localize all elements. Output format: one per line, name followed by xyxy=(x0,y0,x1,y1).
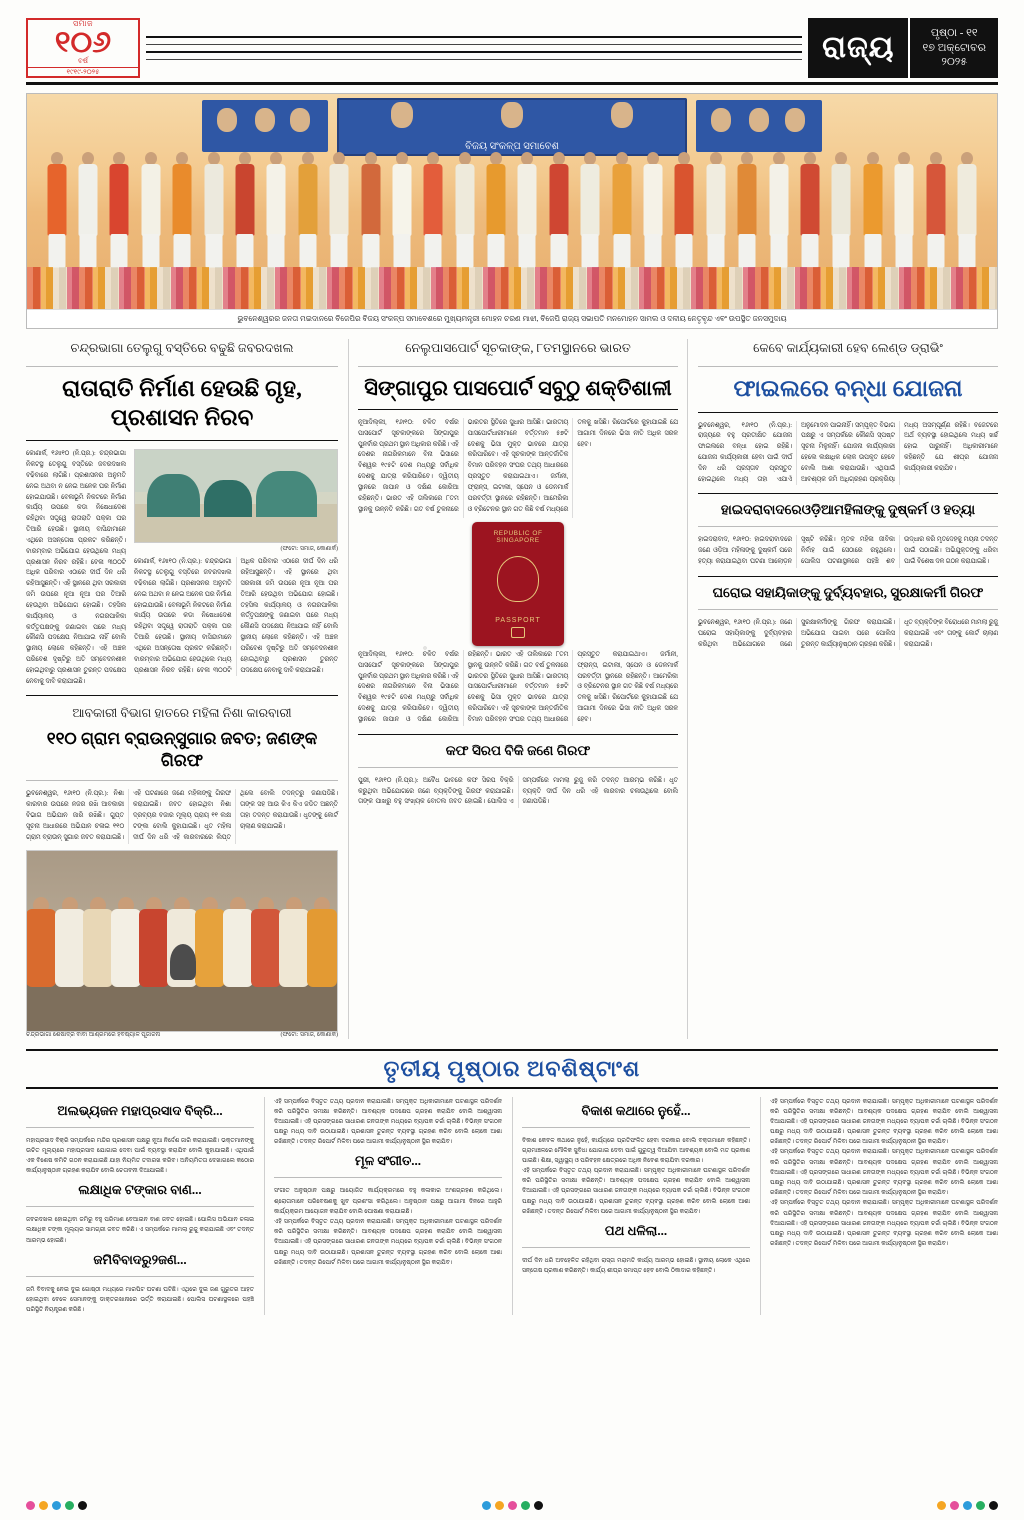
lead-photo-block xyxy=(26,93,998,329)
masthead-rules xyxy=(140,18,808,78)
right-sub2-headline: ଘରୋଇ ସହାୟିକାଙ୍କୁ ଦୁର୍ବ୍ୟବହାର, ସୁରକ୍ଷାକର୍ମୀ ଗିରଫ xyxy=(712,584,984,600)
middle-body-top: ନୂଆଦିଲ୍ଲୀ, ୧୬ା୧୦: ଚଳିତ ବର୍ଷର ପାସପୋର୍ଟ ସୂଚକାଙ୍କରେ ସିଙ୍ଗାପୁର ପୁନର୍ବାର ପ୍ରଥମ ସ୍ଥାନ ଅଧିକାର କରିଛି। ଏହି ଦେଶର ନାଗରିକମାନେ ବିନା ଭିସାରେ ବିଶ୍ୱର ୧୯୫ଟି ଦେଶ ମଧ୍ୟରୁ ସର୍ବାଧିକ ଦେଶକୁ ଯାତ୍ରା କରିପାରିବେ। ଦ୍ୱିତୀୟ ସ୍ଥାନରେ ଜାପାନ ଓ ଦକ୍ଷିଣ କୋରିଆ ରହିଛନ୍ତି। ଭାରତ ଏହି ତାଲିକାରେ ୮ତମ ସ୍ଥାନକୁ ଉନ୍ନତି କରିଛି। ଗତ ବର୍ଷ ତୁଳନାରେ ଭାରତର ସ୍ଥିତିରେ ସୁଧାର ଆସିଛି। ଭାରତୀୟ ପାସପୋର୍ଟଧାରୀମାନେ ବର୍ତ୍ତମାନ ୫୭ଟି ଦେଶକୁ ଭିସା ମୁକ୍ତ ଭାବରେ ଯାତ୍ରା କରିପାରିବେ। ଏହି ସୂଚକାଙ୍କ ଆନ୍ତର୍ଜାତିକ ବିମାନ ପରିବହନ ସଂଘର ତଥ୍ୟ ଆଧାରରେ ପ୍ରସ୍ତୁତ କରାଯାଇଥାଏ। ଜର୍ମାନୀ, ଫ୍ରାନ୍ସ, ଇଟାଲୀ, ସ୍ପେନ ଓ ଡେନମାର୍କ ପରବର୍ତ୍ତୀ ସ୍ଥାନରେ ରହିଛନ୍ତି। ଆମେରିକା ଓ ବ୍ରିଟେନର ସ୍ଥାନ ଗତ କିଛି ବର୍ଷ ମଧ୍ୟରେ ତଳକୁ ଖସିଛି। ରିପୋର୍ଟରେ କୁହାଯାଇଛି ଯେ ଆଗାମୀ ଦିନରେ ଭିସା ନୀତି ଅଧିକ ସରଳ ହେବ। xyxy=(358,419,678,513)
continuation-head-4: ମୂଳ ସଂଗୀତ... xyxy=(354,1153,421,1169)
left-body-part2: କୋଣାର୍କ, ୧୬ାା୧୦ (ନି.ପ୍ର.): ଚନ୍ଦ୍ରଭାଗା ନିକଟସ୍ଥ ତେଲୁଗୁ ବସ୍ତିରେ ଜବରଦଖଲ ବଢିବାରେ ଲାଗିଛି। ପ୍ରଶାସନର ଅନୁମତି ନେଇ ଅଥବା ନ ନେଇ ଅନେକ ଘର ନିର୍ମାଣ ହୋଇଯାଉଛି। ବେଳାଭୂମି ନିକଟରେ ନିର୍ମାଣ କାର୍ଯ୍ୟ ଉପରେ କଡା ନିଷେଧାଦେଶ ରହିଥିବା ସତ୍ତ୍ୱେ ରାତାରାତି ପକ୍କା ଘର ତିଆରି ହେଉଛି। ସ୍ଥାନୀୟ ବାସିନ୍ଦାମାନେ ଏଥିରେ ଅସନ୍ତୋଷ ପ୍ରକଟ କରିଛନ୍ତି। ବାରମ୍ବାର ଅଭିଯୋଗ ହେଉଥିଲେ ମଧ୍ୟ ପ୍ରଶାସନ ନିରବ ରହିଛି। ବେଳା ୩୦୦ଟି ଅଧିକ ପରିବାର ଏଠାରେ ଦୀର୍ଘ ଦିନ ଧରି ରହିଆସୁଛନ୍ତି। ଏହି ସ୍ଥାନରେ ଥିବା ସରକାରୀ ଜମି ଉପରେ ନୂଆ ନୂଆ ଘର ତିଆରି ହେଉଥିବା ଅଭିଯୋଗ ହୋଇଛି। ତହସିଲ କାର୍ଯ୍ୟାଳୟ ଓ ନଗରପାଳିକା କର୍ତ୍ତୃପକ୍ଷଙ୍କୁ ଜଣାଇବା ପରେ ମଧ୍ୟ କୌଣସି ପଦକ୍ଷେପ ନିଆଯାଇ ନାହିଁ ବୋଲି ସ୍ଥାନୀୟ ଲୋକେ କହିଛନ୍ତି। ଏହି ଅଞ୍ଚଳ ପରିବେଶ ଦୃଷ୍ଟିରୁ ଅତି ସମ୍ବେଦନଶୀଳ ହୋଇଥିବାରୁ ପ୍ରଶାସନ ତୁରନ୍ତ ପଦକ୍ଷେପ ନେବାକୁ ଦାବି କରାଯାଇଛି। xyxy=(134,558,338,674)
event-banner-text: ବିଜୟ ସଂକଳ୍ପ ସମାବେଶ xyxy=(465,141,559,152)
right-kicker: କେବେ କାର୍ଯ୍ୟକାରୀ ହେବ ଲେଣ୍ଡ ଡ୍ରାଭିଂ xyxy=(753,341,943,355)
masthead xyxy=(26,18,998,78)
logo-year-number: ୧୦୬ xyxy=(54,26,112,59)
passport-image xyxy=(472,522,564,646)
masthead-divider xyxy=(26,82,998,85)
passport-chip-icon xyxy=(511,627,525,638)
right-sub1-headline: ହାଇଦରାବାଦରେଓଡ଼ିଆମହିଳାଙ୍କୁ ଦୁଷ୍କର୍ମ ଓ ହତ୍ୟା xyxy=(720,502,976,518)
right-sub2-body: ଭୁବନେଶ୍ୱର, ୧୬ା୧୦ (ନି.ପ୍ର.): ଜଣେ ଘରୋଇ ସହାୟିକାଙ୍କୁ ଦୁର୍ବ୍ୟବହାର କରିଥିବା ଅଭିଯୋଗରେ ଜଣେ ସୁରକ୍ଷାକର୍ମୀଙ୍କୁ ଗିରଫ କରାଯାଇଛି। ଅଭିଯୋଗ ପାଇବା ପରେ ପୋଲିସ ତୁରନ୍ତ କାର୍ଯ୍ୟାନୁଷ୍ଠାନ ଗ୍ରହଣ କରିଛି। ଧୃତ ବ୍ୟକ୍ତିଙ୍କ ବିରୋଧରେ ମାମଲା ରୁଜୁ କରାଯାଇଛି ଏବଂ ତାଙ୍କୁ କୋର୍ଟ ଚାଲାଣ କରାଯାଇଛି। xyxy=(698,618,998,648)
continuation-head-1: ଅଲଭ୍ୟଜନ ମହାପ୍ରସାଦ ବିକ୍ରି... xyxy=(57,1102,223,1118)
continuation-head-2: ଲକ୍ଷାଧିକ ଟଙ୍କାର ବାଣ... xyxy=(78,1182,202,1198)
registration-dots-middle xyxy=(482,1501,543,1510)
passport-label-text: PASSPORT xyxy=(495,617,541,624)
left-banner xyxy=(202,100,328,152)
continuation-band xyxy=(26,1049,998,1089)
logo-years-range: ୧୯୧୯-୨୦୨୫ xyxy=(28,67,138,76)
middle-kicker: ନେଲୁପାସପୋର୍ଟ ସୂଚକାଙ୍କ, ୮ତମସ୍ଥାନରେ ଭାରତ xyxy=(405,341,631,355)
continuation-body-6: ଦୀର୍ଘ ଦିନ ଧରି ଅବହେଳିତ ରହିଥିବା ରାସ୍ତା ମରାମତି କାର୍ଯ୍ୟ ଆରମ୍ଭ ହୋଇଛି। ସ୍ଥାନୀୟ ଲୋକେ ଏଥିରେ ସନ୍ତୋଷ ପ୍ରକାଶ କରିଛନ୍ତି। କାର୍ଯ୍ୟ ଶୀଘ୍ର ସମାପ୍ତ ହେବ ବୋଲି ଠିକାଦାର କହିଛନ୍ତି। xyxy=(522,1258,750,1275)
logo-subtext: ବର୍ଷ xyxy=(78,57,88,65)
middle-column xyxy=(348,339,688,1039)
passport-country-text: REPUBLIC OF SINGAPORE xyxy=(493,530,543,544)
publication-logo xyxy=(26,18,140,78)
main-content xyxy=(26,339,998,1039)
continuation-body-1: ମହାପ୍ରସାଦ ବିକ୍ରି ସମ୍ପର୍କରେ ମନ୍ଦିର ପ୍ରଶାସନ ପକ୍ଷରୁ ନୂଆ ନିର୍ଦ୍ଦେଶ ଜାରି କରାଯାଇଛି। ଭକ୍ତମାନଙ୍କୁ ଉଚିତ ମୂଲ୍ୟରେ ମହାପ୍ରସାଦ ଯୋଗାଇ ଦେବା ପାଇଁ ବ୍ୟବସ୍ଥା କରାଯିବ ବୋଲି କୁହାଯାଇଛି। ଏଥିପାଇଁ ଏକ ବିଶେଷ କମିଟି ଗଠନ କରାଯାଇଛି ଯାହା ନିୟମିତ ତଦାରଖ କରିବ। ଅନିୟମିତତା ଦେଖାଗଲେ କଠୋର କାର୍ଯ୍ୟାନୁଷ୍ଠାନ ଗ୍ରହଣ କରାଯିବ ବୋଲି ଚେତାବନୀ ଦିଆଯାଇଛି। xyxy=(26,1137,254,1175)
women-photo-credit: (ଫଟୋ: ସମାଜ, କୋଣାର୍କ) xyxy=(280,1031,338,1038)
passport-crest-icon xyxy=(497,556,539,602)
lead-photo-caption: ଭୁବନେଶ୍ୱରର ଜନତା ମଇଦାନରେ ବିଜେପିର ବିଜୟ ସଂକଳ୍ପ ସମାବେଶରେ ମୁଖ୍ୟମନ୍ତ୍ରୀ ମୋହନ ଚରଣ ମାଝୀ, ବିଜେପି ରାଜ୍ୟ ସଭାପତି ମନମୋହନ ସାମଲ ଓ ଦଳୀୟ ନେତୃବୃନ୍ଦ ଏବଂ ଉପସ୍ଥିତ ଜନସମୁଦାୟ xyxy=(27,309,997,328)
right-sub1-body: ହାଇଦରାବାଦ, ୧୬ା୧୦: ହାଇଦରାବାଦରେ ଜଣେ ଓଡ଼ିଆ ମହିଳାଙ୍କୁ ଦୁଷ୍କର୍ମ ପରେ ହତ୍ୟା କରାଯାଇଥିବା ଘଟଣା ଆଲୋଡ଼ନ ସୃଷ୍ଟି କରିଛି। ମୃତକ ମହିଳା ଜୀବିକା ନିର୍ବାହ ପାଇଁ ସେଠାରେ ରହୁଥିଲେ। ପୋଲିସ ଘଟଣାସ୍ଥଳରେ ପହଞ୍ଚି ଶବ ଉଦ୍ଧାର କରି ମୃତଦେହକୁ ମୟନା ତଦନ୍ତ ପାଇଁ ପଠାଇଛି। ଅଭିଯୁକ୍ତଙ୍କୁ ଧରିବା ପାଇଁ ବିଶେଷ ଦଳ ଗଠନ କରାଯାଇଛି। xyxy=(698,536,998,566)
tent-photo-caption: (ଫଟୋ: ସମାଜ, କୋଣାର୍କ) xyxy=(280,546,338,553)
left-second-headline: ୧୧୦ ଗ୍ରାମ ବ୍ରାଉନ୍‌ସୁଗାର ଜବତ; ଜଣଙ୍କ ଗିରଫ xyxy=(46,729,318,771)
continuation-body-2: ଜବରଦଖଲ ହୋଇଥିବା ଜମିରୁ ବହୁ ପରିମାଣ ବେଆଇନ ବାଣ ଜବତ ହୋଇଛି। ପୋଲିସ ଅଭିଯାନ ଚଳାଇ ଲକ୍ଷାଧିକ ଟଙ୍କା ମୂଲ୍ୟର ସାମଗ୍ରୀ ଜବତ କରିଛି। ଏ ସମ୍ପର୍କରେ ମାମଲା ରୁଜୁ କରାଯାଇଛି ଏବଂ ତଦନ୍ତ ଆରମ୍ଭ ହୋଇଛି। xyxy=(26,1217,254,1244)
continuation-filler-6: ଏହି ସମ୍ପର୍କରେ ବିସ୍ତୃତ ତଥ୍ୟ ପ୍ରଦାନ କରାଯାଇଛି। ସମ୍ପୃକ୍ତ ଅଧିକାରୀମାନେ ଘଟଣାସ୍ଥଳ ପରିଦର୍ଶନ କରି ପରିସ୍ଥିତିର ସମୀକ୍ଷା କରିଛନ୍ତି। ଆବଶ୍ୟକ ପଦକ୍ଷେପ ଗ୍ରହଣ କରାଯିବ ବୋଲି ଆଶ୍ୱାସନା ଦିଆଯାଇଛି। ଏହି ପ୍ରସଙ୍ଗରେ ସାଧାରଣ ଜନତାଙ୍କ ମଧ୍ୟରେ ବ୍ୟାପକ ଚର୍ଚ୍ଚା ଚାଲିଛି। ବିଭିନ୍ନ ସଂଗଠନ ପକ୍ଷରୁ ମଧ୍ୟ ଦାବି ଉଠାଯାଇଛି। ପ୍ରଶାସନ ତୁରନ୍ତ ବ୍ୟବସ୍ଥା ଗ୍ରହଣ କରିବ ବୋଲି ଲୋକେ ଆଶା ରଖିଛନ୍ତି। ତଦନ୍ତ ରିପୋର୍ଟ ମିଳିବା ପରେ ଆଗାମୀ କାର୍ଯ୍ୟାନୁଷ୍ଠାନ ସ୍ଥିର କରାଯିବ। xyxy=(770,1200,998,1248)
flower-decoration xyxy=(27,267,997,309)
continuation-body-5: ବିକାଶ କେବଳ କଥାରେ ନୁହେଁ, କାର୍ଯ୍ୟରେ ପ୍ରତିଫଳିତ ହେବା ଦରକାର ବୋଲି ବକ୍ତାମାନେ କହିଛନ୍ତି। ଗ୍ରାମାଞ୍ଚଳରେ ମୌଳିକ ସୁବିଧା ଯୋଗାଇ ଦେବା ପାଇଁ ଗୁରୁତ୍ୱ ଦିଆଯିବା ଆବଶ୍ୟକ ବୋଲି ମତ ପ୍ରକାଶ ପାଇଛି। ଶିକ୍ଷା, ସ୍ୱାସ୍ଥ୍ୟ ଓ ପରିବହନ କ୍ଷେତ୍ରରେ ଅଧିକ ନିବେଶ କରାଯିବା ଦରକାର। xyxy=(522,1137,750,1164)
continuation-head-5: ବିକାଶ କଥାରେ ନୁହେଁ... xyxy=(581,1102,691,1118)
tent-settlement-photo xyxy=(134,449,338,543)
page-date-box xyxy=(908,18,998,78)
registration-dots-left xyxy=(26,1501,87,1510)
stage-crowd xyxy=(46,146,977,276)
left-headline: ରାତାରାତି ନିର୍ମାଣ ହେଉଛି ଗୃହ, ପ୍ରଶାସନ ନିରବ xyxy=(62,375,302,430)
middle-sub-headline: କଫ ସିରପ ବିକି ଜଣେ ଗିରଫ xyxy=(445,742,591,758)
right-body: ଭୁବନେଶ୍ୱର, ୧୬ା୧୦ (ନି.ପ୍ର.): ରାଜ୍ୟରେ ବହୁ ପ୍ରତୀକ୍ଷିତ ଯୋଜନା ଫାଇଲରେ ବନ୍ଧା ହୋଇ ରହିଛି। ଯୋଜନା କାର୍ଯ୍ୟକାରୀ ହେବା ପାଇଁ ଦୀର୍ଘ ଦିନ ଧରି ପ୍ରସ୍ତାବ ପ୍ରସ୍ତୁତ ହୋଇଥିଲେ ମଧ୍ୟ ତାହା ଏଯାଏଁ ଅନୁମୋଦନ ପାଇନାହିଁ। ସମ୍ପୃକ୍ତ ବିଭାଗ ପକ୍ଷରୁ ଏ ସମ୍ପର୍କରେ କୌଣସି ସ୍ପଷ୍ଟ ସୂଚନା ମିଳୁନାହିଁ। ଯୋଜନା କାର୍ଯ୍ୟକାରୀ ହେଲେ ଲକ୍ଷାଧିକ ଲୋକ ଉପକୃତ ହେବେ ବୋଲି ଆଶା କରାଯାଉଛି। ଏଥିପାଇଁ ଆବଶ୍ୟକ ଜମି ଅଧିଗ୍ରହଣ ପ୍ରକ୍ରିୟା ମଧ୍ୟ ଅସମ୍ପୂର୍ଣ୍ଣ ରହିଛି। ବଜେଟରେ ଅର୍ଥ ବ୍ୟବସ୍ଥା ହୋଇଥିଲେ ମଧ୍ୟ ଖର୍ଚ୍ଚ ହୋଇ ପାରୁନାହିଁ। ଅଧିକାରୀମାନେ କହିଛନ୍ତି ଯେ ଶୀଘ୍ର ଯୋଜନା କାର୍ଯ୍ୟକାରୀ କରାଯିବ। xyxy=(698,421,998,483)
lead-photo xyxy=(27,94,997,309)
right-banner xyxy=(696,100,822,152)
women-photo-caption: ଚନ୍ଦ୍ରଭାଗା ଶେଷାଦ୍ରି ବାବା ଆଶ୍ରମରେ ହବିଷ୍ୟାଳି ପୂଜାର୍ଚ୍ଚନା xyxy=(26,1031,161,1038)
right-column xyxy=(698,339,998,1039)
continuation-col-4 xyxy=(760,1097,998,1316)
continuation-grid xyxy=(26,1097,998,1316)
logo-top-text: ସମାଜ xyxy=(72,19,94,28)
continuation-col-1 xyxy=(26,1097,254,1316)
section-name: ରାଜ୍ୟ xyxy=(822,31,895,64)
continuation-head-6: ପଥ ଧଳିଲା... xyxy=(604,1223,668,1239)
continuation-filler-1: ଏହି ସମ୍ପର୍କରେ ବିସ୍ତୃତ ତଥ୍ୟ ପ୍ରଦାନ କରାଯାଇଛି। ସମ୍ପୃକ୍ତ ଅଧିକାରୀମାନେ ଘଟଣାସ୍ଥଳ ପରିଦର୍ଶନ କରି ପରିସ୍ଥିତିର ସମୀକ୍ଷା କରିଛନ୍ତି। ଆବଶ୍ୟକ ପଦକ୍ଷେପ ଗ୍ରହଣ କରାଯିବ ବୋଲି ଆଶ୍ୱାସନା ଦିଆଯାଇଛି। ଏହି ପ୍ରସଙ୍ଗରେ ସାଧାରଣ ଜନତାଙ୍କ ମଧ୍ୟରେ ବ୍ୟାପକ ଚର୍ଚ୍ଚା ଚାଲିଛି। ବିଭିନ୍ନ ସଂଗଠନ ପକ୍ଷରୁ ମଧ୍ୟ ଦାବି ଉଠାଯାଇଛି। ପ୍ରଶାସନ ତୁରନ୍ତ ବ୍ୟବସ୍ଥା ଗ୍ରହଣ କରିବ ବୋଲି ଲୋକେ ଆଶା ରଖିଛନ୍ତି। ତଦନ୍ତ ରିପୋର୍ଟ ମିଳିବା ପରେ ଆଗାମୀ କାର୍ଯ୍ୟାନୁଷ୍ଠାନ ସ୍ଥିର କରାଯିବ। xyxy=(274,1098,502,1146)
middle-sub-body: ପୁରୀ, ୧୬ା୧୦ (ନି.ପ୍ର.): ଅବୈଧ ଭାବରେ କଫ ସିରପ ବିକ୍ରି କରୁଥିବା ଅଭିଯୋଗରେ ଜଣେ ବ୍ୟକ୍ତିଙ୍କୁ ଗିରଫ କରାଯାଇଛି। ତାଙ୍କ ପାଖରୁ ବହୁ ସଂଖ୍ୟକ ବୋତଲ ଜବତ ହୋଇଛି। ପୋଲିସ ଏ ସମ୍ପର୍କରେ ମାମଲା ରୁଜୁ କରି ତଦନ୍ତ ଆରମ୍ଭ କରିଛି। ଧୃତ ବ୍ୟକ୍ତି ଦୀର୍ଘ ଦିନ ଧରି ଏହି କାରବାର ଚଳାଉଥିଲେ ବୋଲି ଜଣାପଡିଛି। xyxy=(358,776,678,806)
continuation-filler-2: ଏହି ସମ୍ପର୍କରେ ବିସ୍ତୃତ ତଥ୍ୟ ପ୍ରଦାନ କରାଯାଇଛି। ସମ୍ପୃକ୍ତ ଅଧିକାରୀମାନେ ଘଟଣାସ୍ଥଳ ପରିଦର୍ଶନ କରି ପରିସ୍ଥିତିର ସମୀକ୍ଷା କରିଛନ୍ତି। ଆବଶ୍ୟକ ପଦକ୍ଷେପ ଗ୍ରହଣ କରାଯିବ ବୋଲି ଆଶ୍ୱାସନା ଦିଆଯାଇଛି। ଏହି ପ୍ରସଙ୍ଗରେ ସାଧାରଣ ଜନତାଙ୍କ ମଧ୍ୟରେ ବ୍ୟାପକ ଚର୍ଚ୍ଚା ଚାଲିଛି। ବିଭିନ୍ନ ସଂଗଠନ ପକ୍ଷରୁ ମଧ୍ୟ ଦାବି ଉଠାଯାଇଛି। ପ୍ରଶାସନ ତୁରନ୍ତ ବ୍ୟବସ୍ଥା ଗ୍ରହଣ କରିବ ବୋଲି ଲୋକେ ଆଶା ରଖିଛନ୍ତି। ତଦନ୍ତ ରିପୋର୍ଟ ମିଳିବା ପରେ ଆଗାମୀ କାର୍ଯ୍ୟାନୁଷ୍ଠାନ ସ୍ଥିର କରାଯିବ। xyxy=(274,1219,502,1266)
continuation-filler-4: ଏହି ସମ୍ପର୍କରେ ବିସ୍ତୃତ ତଥ୍ୟ ପ୍ରଦାନ କରାଯାଇଛି। ସମ୍ପୃକ୍ତ ଅଧିକାରୀମାନେ ଘଟଣାସ୍ଥଳ ପରିଦର୍ଶନ କରି ପରିସ୍ଥିତିର ସମୀକ୍ଷା କରିଛନ୍ତି। ଆବଶ୍ୟକ ପଦକ୍ଷେପ ଗ୍ରହଣ କରାଯିବ ବୋଲି ଆଶ୍ୱାସନା ଦିଆଯାଇଛି। ଏହି ପ୍ରସଙ୍ଗରେ ସାଧାରଣ ଜନତାଙ୍କ ମଧ୍ୟରେ ବ୍ୟାପକ ଚର୍ଚ୍ଚା ଚାଲିଛି। ବିଭିନ୍ନ ସଂଗଠନ ପକ୍ଷରୁ ମଧ୍ୟ ଦାବି ଉଠାଯାଇଛି। ପ୍ରଶାସନ ତୁରନ୍ତ ବ୍ୟବସ୍ଥା ଗ୍ରହଣ କରିବ ବୋଲି ଲୋକେ ଆଶା ରଖିଛନ୍ତି। ତଦନ୍ତ ରିପୋର୍ଟ ମିଳିବା ପରେ ଆଗାମୀ କାର୍ଯ୍ୟାନୁଷ୍ଠାନ ସ୍ଥିର କରାଯିବ। xyxy=(770,1098,998,1146)
date-line-1: ୧୭ ଅକ୍ଟୋବର xyxy=(922,41,986,54)
left-kicker: ଚନ୍ଦ୍ରଭାଗା ତେଲୁଗୁ ବସ୍ତିରେ ବଢୁଛି ଜବରଦଖଲ xyxy=(70,341,294,355)
continuation-col-2 xyxy=(264,1097,502,1316)
left-second-body: ଭୁବନେଶ୍ୱର, ୧୬ା୧୦ (ନି.ପ୍ର.): ନିଶା କାରବାର ଉପରେ ନଜର ରଖି ଆବକାରୀ ବିଭାଗ ଅଭିଯାନ ଜାରି ରଖିଛି। ଗୁପ୍ତ ସୂଚନା ଆଧାରରେ ଅଭିଯାନ ଚଳାଇ ୧୧୦ ଗ୍ରାମ ବ୍ରାଉନ୍ ସୁଗାର ଜବତ କରାଯାଇଛି। ଏହି ଘଟଣାରେ ଜଣେ ମହିଳାଙ୍କୁ ଗିରଫ କରାଯାଇଛି। ଜବତ ହୋଇଥିବା ନିଶା ଦ୍ରବ୍ୟର ବଜାର ମୂଲ୍ୟ ପ୍ରାୟ ୧୧ ଲକ୍ଷ ଟଙ୍କା ବୋଲି କୁହାଯାଇଛି। ଧୃତ ମହିଳା ଦୀର୍ଘ ଦିନ ଧରି ଏହି କାରବାରରେ ଲିପ୍ତ ଥିଲେ ବୋଲି ତଦନ୍ତରୁ ଜଣାପଡିଛି। ତାଙ୍କ ସହ ଆଉ କିଏ କିଏ ଜଡିତ ଅଛନ୍ତି ତାହା ତଦନ୍ତ କରାଯାଉଛି। ଧୃତଙ୍କୁ କୋର୍ଟ ଚାଲାଣ କରାଯାଇଛି। xyxy=(26,790,338,841)
continuation-filler-5: ଏହି ସମ୍ପର୍କରେ ବିସ୍ତୃତ ତଥ୍ୟ ପ୍ରଦାନ କରାଯାଇଛି। ସମ୍ପୃକ୍ତ ଅଧିକାରୀମାନେ ଘଟଣାସ୍ଥଳ ପରିଦର୍ଶନ କରି ପରିସ୍ଥିତିର ସମୀକ୍ଷା କରିଛନ୍ତି। ଆବଶ୍ୟକ ପଦକ୍ଷେପ ଗ୍ରହଣ କରାଯିବ ବୋଲି ଆଶ୍ୱାସନା ଦିଆଯାଇଛି। ଏହି ପ୍ରସଙ୍ଗରେ ସାଧାରଣ ଜନତାଙ୍କ ମଧ୍ୟରେ ବ୍ୟାପକ ଚର୍ଚ୍ଚା ଚାଲିଛି। ବିଭିନ୍ନ ସଂଗଠନ ପକ୍ଷରୁ ମଧ୍ୟ ଦାବି ଉଠାଯାଇଛି। ପ୍ରଶାସନ ତୁରନ୍ତ ବ୍ୟବସ୍ଥା ଗ୍ରହଣ କରିବ ବୋଲି ଲୋକେ ଆଶା ରଖିଛନ୍ତି। ତଦନ୍ତ ରିପୋର୍ଟ ମିଳିବା ପରେ ଆଗାମୀ କାର୍ଯ୍ୟାନୁଷ୍ଠାନ ସ୍ଥିର କରାଯିବ। xyxy=(770,1149,998,1197)
left-second-kicker: ଆବକାରୀ ବିଭାଗ ହାତରେ ମହିଳା ନିଶା କାରବାରୀ xyxy=(72,706,292,721)
date-line-2: ୨୦୨୫ xyxy=(941,56,968,69)
continuation-col-3 xyxy=(512,1097,750,1316)
continuation-title: ତୃତୀୟ ପୃଷ୍ଠାର ଅବଶିଷ୍ଟାଂଶ xyxy=(383,1055,641,1081)
middle-headline: ସିଙ୍ଗାପୁର ପାସପୋର୍ଟ ସବୁଠୁ ଶକ୍ତିଶାଳୀ xyxy=(364,375,672,400)
page-number-label: ପୃଷ୍ଠା - ୧୧ xyxy=(930,26,978,39)
continuation-filler-3: ଏହି ସମ୍ପର୍କରେ ବିସ୍ତୃତ ତଥ୍ୟ ପ୍ରଦାନ କରାଯାଇଛି। ସମ୍ପୃକ୍ତ ଅଧିକାରୀମାନେ ଘଟଣାସ୍ଥଳ ପରିଦର୍ଶନ କରି ପରିସ୍ଥିତିର ସମୀକ୍ଷା କରିଛନ୍ତି। ଆବଶ୍ୟକ ପଦକ୍ଷେପ ଗ୍ରହଣ କରାଯିବ ବୋଲି ଆଶ୍ୱାସନା ଦିଆଯାଇଛି। ଏହି ପ୍ରସଙ୍ଗରେ ସାଧାରଣ ଜନତାଙ୍କ ମଧ୍ୟରେ ବ୍ୟାପକ ଚର୍ଚ୍ଚା ଚାଲିଛି। ବିଭିନ୍ନ ସଂଗଠନ ପକ୍ଷରୁ ମଧ୍ୟ ଦାବି ଉଠାଯାଇଛି। ପ୍ରଶାସନ ତୁରନ୍ତ ବ୍ୟବସ୍ଥା ଗ୍ରହଣ କରିବ ବୋଲି ଲୋକେ ଆଶା ରଖିଛନ୍ତି। ତଦନ୍ତ ରିପୋର୍ଟ ମିଳିବା ପରେ ଆଗାମୀ କାର୍ଯ୍ୟାନୁଷ୍ଠାନ ସ୍ଥିର କରାଯିବ। xyxy=(522,1168,750,1215)
left-column xyxy=(26,339,338,1039)
women-ritual-photo xyxy=(26,850,338,1032)
continuation-body-3: ଜମି ବିବାଦକୁ ନେଇ ଦୁଇ ଗୋଷ୍ଠୀ ମଧ୍ୟରେ ମାରପିଟ ଘଟଣା ଘଟିଛି। ଏଥିରେ ଦୁଇ ଜଣ ଗୁରୁତର ଆହତ ହୋଇଥିବା ବେଳେ ସେମାନଙ୍କୁ ଡାକ୍ତରଖାନାରେ ଭର୍ତ୍ତି କରାଯାଇଛି। ପୋଲିସ ଘଟଣାସ୍ଥଳରେ ପହଞ୍ଚି ପରିସ୍ଥିତି ନିୟନ୍ତ୍ରଣ କରିଛି। xyxy=(26,1286,254,1314)
continuation-body-4: ସଂଗୀତ ଅନୁଷ୍ଠାନ ପକ୍ଷରୁ ଆୟୋଜିତ କାର୍ଯ୍ୟକ୍ରମରେ ବହୁ କଳାକାର ଅଂଶଗ୍ରହଣ କରିଥିଲେ। ଶ୍ରୋତାମାନେ ପରିବେଷଣକୁ ଖୁବ ପ୍ରଶଂସା କରିଥିଲେ। ଅନୁଷ୍ଠାନ ପକ୍ଷରୁ ଆଗାମୀ ଦିନରେ ଆହୁରି କାର୍ଯ୍ୟକ୍ରମ ଆୟୋଜନ କରାଯିବ ବୋଲି ଘୋଷଣା କରାଯାଇଛି। xyxy=(274,1188,502,1215)
right-headline: ଫାଇଲରେ ବନ୍ଧା ଯୋଜନା xyxy=(733,375,963,401)
left-body-part1: କୋଣାର୍କ, ୧୬ାା୧୦ (ନି.ପ୍ର.): ଚନ୍ଦ୍ରଭାଗା ନିକଟସ୍ଥ ତେଲୁଗୁ ବସ୍ତିରେ ଜବରଦଖଲ ବଢିବାରେ ଲାଗିଛି। ପ୍ରଶାସନର ଅନୁମତି ନେଇ ଅଥବା ନ ନେଇ ଅନେକ ଘର ନିର୍ମାଣ ହୋଇଯାଉଛି। ବେଳାଭୂମି ନିକଟରେ ନିର୍ମାଣ କାର୍ଯ୍ୟ ଉପରେ କଡା ନିଷେଧାଦେଶ ରହିଥିବା ସତ୍ତ୍ୱେ ରାତାରାତି ପକ୍କା ଘର ତିଆରି ହେଉଛି। ସ୍ଥାନୀୟ ବାସିନ୍ଦାମାନେ ଏଥିରେ ଅସନ୍ତୋଷ ପ୍ରକଟ କରିଛନ୍ତି। ବାରମ୍ବାର ଅଭିଯୋଗ ହେଉଥିଲେ ମଧ୍ୟ ପ୍ରଶାସନ ନିରବ ରହିଛି। ବେଳା ୩୦୦ଟି ଅଧିକ ପରିବାର ଏଠାରେ ଦୀର୍ଘ ଦିନ ଧରି ରହିଆସୁଛନ୍ତି। ଏହି ସ୍ଥାନରେ ଥିବା ସରକାରୀ ଜମି ଉପରେ ନୂଆ ନୂଆ ଘର ତିଆରି ହେଉଥିବା ଅଭିଯୋଗ ହୋଇଛି। ତହସିଲ କାର୍ଯ୍ୟାଳୟ ଓ ନଗରପାଳିକା କର୍ତ୍ତୃପକ୍ଷଙ୍କୁ ଜଣାଇବା ପରେ ମଧ୍ୟ କୌଣସି ପଦକ୍ଷେପ ନିଆଯାଇ ନାହିଁ ବୋଲି ସ୍ଥାନୀୟ ଲୋକେ କହିଛନ୍ତି। ଏହି ଅଞ୍ଚଳ ପରିବେଶ ଦୃଷ୍ଟିରୁ ଅତି ସମ୍ବେଦନଶୀଳ ହୋଇଥିବାରୁ ପ୍ରଶାସନ ତୁରନ୍ତ ପଦକ୍ଷେପ ନେବାକୁ ଦାବି କରାଯାଇଛି। xyxy=(26,450,126,685)
print-registration-marks xyxy=(26,1501,998,1510)
registration-dots-right xyxy=(937,1501,998,1510)
section-tab xyxy=(808,18,908,78)
continuation-head-3: ଜମିବିବାଦରୁ୨ଜଣ... xyxy=(93,1251,187,1267)
middle-body-rest: ନୂଆଦିଲ୍ଲୀ, ୧୬ା୧୦: ଚଳିତ ବର୍ଷର ପାସପୋର୍ଟ ସୂଚକାଙ୍କରେ ସିଙ୍ଗାପୁର ପୁନର୍ବାର ପ୍ରଥମ ସ୍ଥାନ ଅଧିକାର କରିଛି। ଏହି ଦେଶର ନାଗରିକମାନେ ବିନା ଭିସାରେ ବିଶ୍ୱର ୧୯୫ଟି ଦେଶ ମଧ୍ୟରୁ ସର୍ବାଧିକ ଦେଶକୁ ଯାତ୍ରା କରିପାରିବେ। ଦ୍ୱିତୀୟ ସ୍ଥାନରେ ଜାପାନ ଓ ଦକ୍ଷିଣ କୋରିଆ ରହିଛନ୍ତି। ଭାରତ ଏହି ତାଲିକାରେ ୮ତମ ସ୍ଥାନକୁ ଉନ୍ନତି କରିଛି। ଗତ ବର୍ଷ ତୁଳନାରେ ଭାରତର ସ୍ଥିତିରେ ସୁଧାର ଆସିଛି। ଭାରତୀୟ ପାସପୋର୍ଟଧାରୀମାନେ ବର୍ତ୍ତମାନ ୫୭ଟି ଦେଶକୁ ଭିସା ମୁକ୍ତ ଭାବରେ ଯାତ୍ରା କରିପାରିବେ। ଏହି ସୂଚକାଙ୍କ ଆନ୍ତର୍ଜାତିକ ବିମାନ ପରିବହନ ସଂଘର ତଥ୍ୟ ଆଧାରରେ ପ୍ରସ୍ତୁତ କରାଯାଇଥାଏ। ଜର୍ମାନୀ, ଫ୍ରାନ୍ସ, ଇଟାଲୀ, ସ୍ପେନ ଓ ଡେନମାର୍କ ପରବର୍ତ୍ତୀ ସ୍ଥାନରେ ରହିଛନ୍ତି। ଆମେରିକା ଓ ବ୍ରିଟେନର ସ୍ଥାନ ଗତ କିଛି ବର୍ଷ ମଧ୍ୟରେ ତଳକୁ ଖସିଛି। ରିପୋର୍ଟରେ କୁହାଯାଇଛି ଯେ ଆଗାମୀ ଦିନରେ ଭିସା ନୀତି ଅଧିକ ସରଳ ହେବ। xyxy=(358,651,678,723)
